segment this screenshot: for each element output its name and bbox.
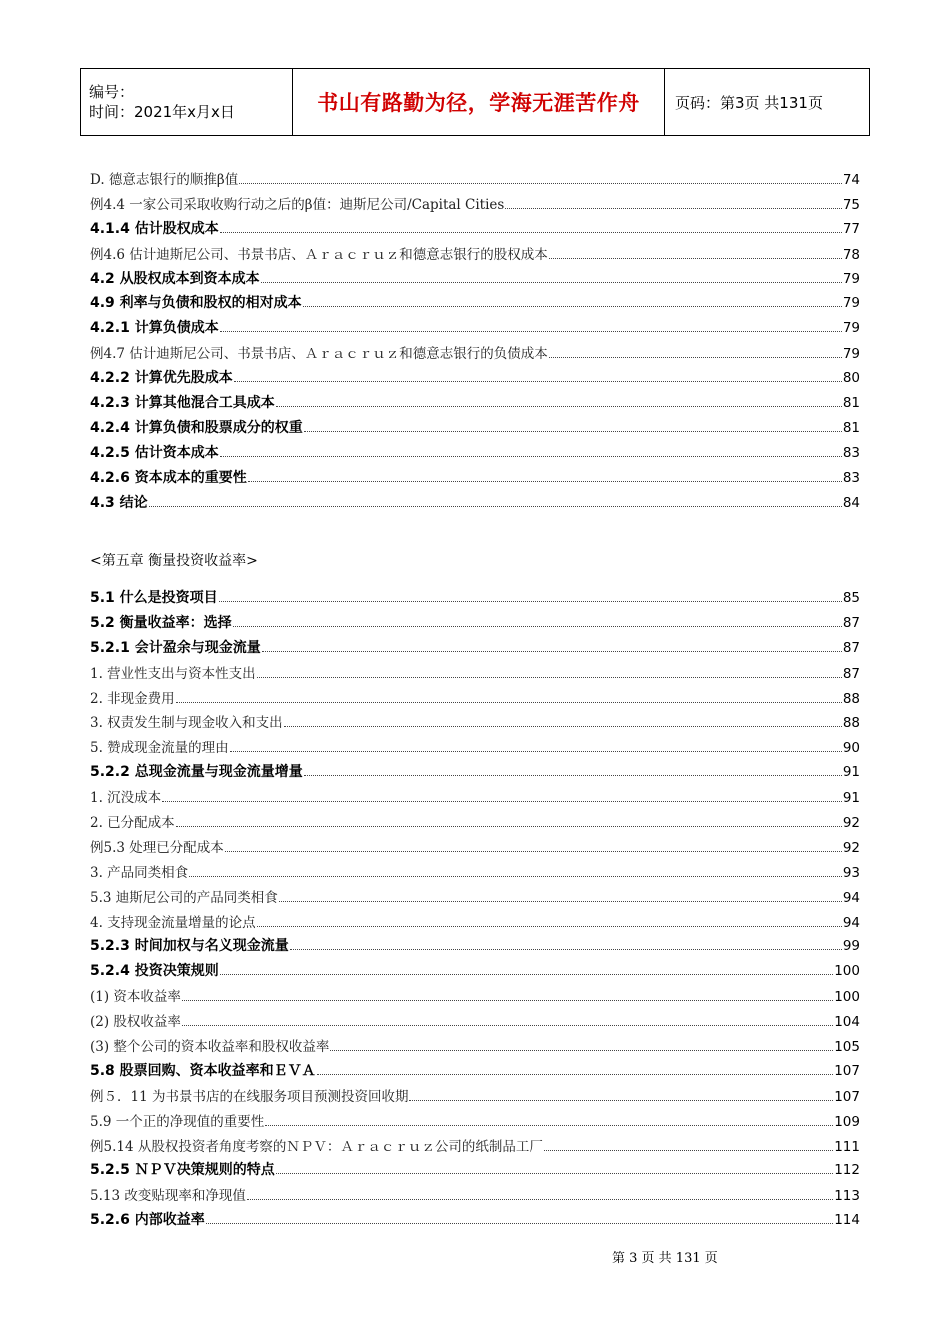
toc-entry-page: 80 (842, 370, 860, 387)
toc-entry-title: 5.13 改变贴现率和净现值 (90, 1188, 246, 1205)
toc-leader-dots (248, 481, 842, 482)
toc-entry[interactable] (90, 342, 860, 367)
toc-entry[interactable] (90, 886, 860, 911)
toc-entry-title: 1. 营业性支出与资本性支出 (90, 665, 256, 682)
toc-entry-page: 77 (842, 220, 860, 237)
toc-leader-dots (220, 232, 842, 233)
toc-entry-title: 例５．11 为书景书店的在线服务项目预测投资回收期 (90, 1088, 409, 1105)
toc-leader-dots (330, 1050, 833, 1051)
header-table (80, 68, 870, 136)
toc-entry-title: D. 德意志银行的顺推β值 (90, 172, 239, 188)
toc-entry[interactable] (90, 467, 860, 492)
toc-entry[interactable] (90, 985, 860, 1010)
toc-entry-title: 例4.7 估计迪斯尼公司、书景书店、Ａｒａｃｒｕｚ和德意志银行的负债成本 (90, 346, 548, 363)
toc-entry[interactable] (90, 587, 860, 612)
toc-entry-page: 79 (842, 270, 860, 287)
toc-entry-title: 5.2.1 会计盈余与现金流量 (90, 639, 261, 656)
toc-leader-dots (149, 506, 842, 507)
toc-entry-page: 91 (842, 790, 860, 807)
toc-entry[interactable] (90, 861, 860, 886)
toc-entry-page: 107 (834, 1062, 860, 1079)
toc-entry-page: 74 (842, 172, 860, 188)
toc-leader-dots (219, 601, 842, 602)
toc-entry-title: (1) 资本收益率 (90, 989, 181, 1006)
toc-entry-title: 5.2.4 投资决策规则 (90, 963, 219, 980)
toc-entry-title: 5.2.6 内部收益率 (90, 1212, 205, 1229)
toc-entry-page: 90 (842, 740, 860, 757)
toc-leader-dots (261, 282, 842, 283)
toc-entry-title: 4.2.3 计算其他混合工具成本 (90, 395, 275, 412)
toc-entry[interactable] (90, 218, 860, 243)
toc-entry-title: 4.2.2 计算优先股成本 (90, 370, 233, 387)
toc-entry-title: 4.2.5 估计资本成本 (90, 444, 219, 461)
toc-section-chapter5 (90, 587, 860, 1234)
toc-entry-title: 4.2 从股权成本到资本成本 (90, 270, 260, 287)
toc-leader-dots (233, 626, 842, 627)
toc-entry-page: 100 (834, 963, 860, 980)
toc-leader-dots (284, 726, 842, 727)
toc-entry-title: 4. 支持现金流量增量的论点 (90, 914, 256, 931)
toc-entry[interactable] (90, 243, 860, 268)
toc-leader-dots (279, 901, 842, 902)
toc-entry[interactable] (90, 935, 860, 960)
toc-entry[interactable] (90, 1184, 860, 1209)
toc-entry-title: 5.9 一个正的净现值的重要性 (90, 1113, 265, 1130)
toc-leader-dots (176, 702, 842, 703)
toc-entry-page: 94 (842, 914, 860, 931)
toc-entry-title: 4.2.1 计算负债成本 (90, 320, 219, 337)
toc-leader-dots (257, 926, 842, 927)
toc-leader-dots (230, 751, 842, 752)
toc-entry[interactable] (90, 1060, 860, 1085)
toc-entry[interactable] (90, 442, 860, 467)
toc-entry-title: 5.2.2 总现金流量与现金流量增量 (90, 764, 303, 781)
toc-entry-title: (3) 整个公司的资本收益率和股权收益率 (90, 1039, 330, 1056)
toc-leader-dots (304, 775, 842, 776)
toc-leader-dots (303, 306, 842, 307)
toc-entry[interactable] (90, 761, 860, 786)
toc-leader-dots (189, 876, 842, 877)
toc-leader-dots (276, 1173, 833, 1174)
toc-leader-dots (182, 1000, 833, 1001)
toc-entry-page: 87 (842, 639, 860, 656)
header-page-label: 页码：第3页 共131页 (665, 69, 870, 136)
toc-entry[interactable] (90, 417, 860, 442)
document-date-label: 时间：2021年x月x日 (89, 103, 235, 121)
toc-entry-page: 81 (842, 419, 860, 436)
toc-entry-page: 87 (842, 614, 860, 631)
toc-entry-page: 75 (842, 196, 860, 213)
header-motto: 书山有路勤为径，学海无涯苦作舟 (293, 69, 665, 136)
toc-entry-title: 1. 沉没成本 (90, 790, 162, 807)
toc-entry-page: 112 (834, 1162, 860, 1179)
toc-leader-dots (276, 406, 842, 407)
toc-entry[interactable] (90, 168, 860, 193)
toc-entry-page: 81 (842, 395, 860, 412)
toc-entry[interactable] (90, 492, 860, 517)
toc-leader-dots (262, 651, 842, 652)
toc-entry-title: 3. 权责发生制与现金收入和支出 (90, 715, 283, 732)
toc-section-chapter4 (90, 168, 860, 516)
toc-entry[interactable] (90, 193, 860, 218)
toc-entry-title: 例5.14 从股权投资者角度考察的ＮＰＶ：Ａｒａｃｒｕｚ公司的纸制品工厂 (90, 1138, 543, 1155)
toc-leader-dots (549, 258, 842, 259)
toc-entry-page: 79 (842, 295, 860, 312)
toc-leader-dots (544, 1150, 833, 1151)
toc-entry-page: 109 (834, 1113, 860, 1130)
toc-leader-dots (206, 1223, 833, 1224)
toc-leader-dots (234, 381, 842, 382)
toc-entry[interactable] (90, 392, 860, 417)
toc-entry-title: 例4.4 一家公司采取收购行动之后的β值：迪斯尼公司/Capital Cities (90, 196, 505, 213)
toc-entry-page: 113 (834, 1188, 860, 1205)
toc-entry[interactable] (90, 960, 860, 985)
toc-entry-page: 79 (842, 346, 860, 363)
header-meta-cell (81, 69, 293, 136)
toc-entry-page: 92 (842, 815, 860, 832)
toc-entry-page: 88 (842, 715, 860, 732)
toc-entry[interactable] (90, 637, 860, 662)
toc-entry-title: 例4.6 估计迪斯尼公司、书景书店、Ａｒａｃｒｕｚ和德意志银行的股权成本 (90, 246, 548, 263)
toc-leader-dots (317, 1074, 834, 1075)
toc-leader-dots (182, 1025, 833, 1026)
toc-entry-page: 114 (834, 1212, 860, 1229)
toc-entry-page: 94 (842, 889, 860, 906)
toc-entry-title: 3. 产品同类相食 (90, 864, 189, 881)
toc-leader-dots (290, 949, 842, 950)
toc-entry-title: 5.1 什么是投资项目 (90, 590, 218, 606)
toc-entry[interactable] (90, 786, 860, 811)
toc-entry-page: 87 (842, 665, 860, 682)
toc-entry[interactable] (90, 1110, 860, 1135)
document-number-label: 编号： (89, 83, 135, 101)
toc-leader-dots (409, 1100, 833, 1101)
toc-entry-page: 111 (834, 1138, 860, 1155)
toc-entry[interactable] (90, 367, 860, 392)
toc-leader-dots (225, 851, 842, 852)
toc-leader-dots (220, 456, 842, 457)
toc-entry-title: 5.2 衡量收益率：选择 (90, 614, 232, 631)
toc-entry-title: 4.2.6 资本成本的重要性 (90, 469, 247, 486)
toc-entry[interactable] (90, 711, 860, 736)
toc-entry-page: 83 (842, 444, 860, 461)
toc-entry[interactable] (90, 811, 860, 836)
footer-page-number: 第 3 页 共 131 页 (612, 1251, 718, 1266)
toc-entry[interactable] (90, 687, 860, 712)
toc-leader-dots (247, 1199, 833, 1200)
toc-entry-title: 5.2.3 时间加权与名义现金流量 (90, 938, 289, 955)
toc-entry-page: 84 (842, 494, 860, 511)
toc-entry[interactable] (90, 1135, 860, 1160)
toc-entry-title: 4.2.4 计算负债和股票成分的权重 (90, 419, 303, 436)
toc-entry-title: 5.8 股票回购、资本收益率和ＥＶＡ (90, 1062, 316, 1079)
toc-entry-page: 93 (842, 864, 860, 881)
toc-entry-page: 83 (842, 469, 860, 486)
toc-leader-dots (257, 677, 842, 678)
toc-entry-title: 例5.3 处理已分配成本 (90, 839, 224, 856)
toc-leader-dots (220, 974, 833, 975)
toc-entry[interactable] (90, 612, 860, 637)
toc-entry-title: 5. 赞成现金流量的理由 (90, 740, 229, 757)
toc-entry[interactable] (90, 736, 860, 761)
toc-entry-page: 78 (842, 246, 860, 263)
toc-entry-page: 105 (834, 1039, 860, 1056)
toc-entry[interactable] (90, 836, 860, 861)
toc-entry[interactable] (90, 1159, 860, 1184)
toc-entry[interactable] (90, 662, 860, 687)
toc-entry-title: 2. 已分配成本 (90, 815, 175, 832)
toc-entry[interactable] (90, 317, 860, 342)
toc-leader-dots (549, 357, 842, 358)
toc-entry[interactable] (90, 1209, 860, 1234)
toc-entry-title: 5.2.5 ＮＰＶ决策规则的特点 (90, 1162, 275, 1179)
toc-entry[interactable] (90, 292, 860, 317)
toc-entry-page: 92 (842, 839, 860, 856)
toc-entry-title: 2. 非现金费用 (90, 690, 175, 707)
toc-entry-page: 107 (834, 1088, 860, 1105)
toc-entry-page: 85 (842, 590, 860, 606)
toc-leader-dots (176, 826, 842, 827)
toc-entry[interactable] (90, 268, 860, 293)
toc-entry[interactable] (90, 1085, 860, 1110)
toc-leader-dots (265, 1125, 833, 1126)
toc-leader-dots (220, 331, 842, 332)
toc-entry-title: 4.9 利率与负债和股权的相对成本 (90, 295, 302, 312)
toc-entry[interactable] (90, 1035, 860, 1060)
toc-entry-page: 91 (842, 764, 860, 781)
toc-entry-title: 4.3 结论 (90, 494, 148, 511)
toc-entry-title: (2) 股权收益率 (90, 1014, 181, 1031)
toc-leader-dots (239, 183, 842, 184)
toc-entry-page: 79 (842, 320, 860, 337)
toc-leader-dots (162, 801, 842, 802)
toc-entry-page: 99 (842, 938, 860, 955)
toc-entry[interactable] (90, 911, 860, 936)
toc-leader-dots (505, 208, 841, 209)
toc-entry-page: 88 (842, 690, 860, 707)
toc-entry-page: 104 (834, 1014, 860, 1031)
toc-entry-title: 5.3 迪斯尼公司的产品同类相食 (90, 889, 278, 906)
toc-leader-dots (304, 431, 842, 432)
toc-entry[interactable] (90, 1010, 860, 1035)
toc-entry-title: 4.1.4 估计股权成本 (90, 220, 219, 237)
toc-entry-page: 100 (834, 989, 860, 1006)
chapter-heading: <第五章 衡量投资收益率> (90, 553, 258, 569)
